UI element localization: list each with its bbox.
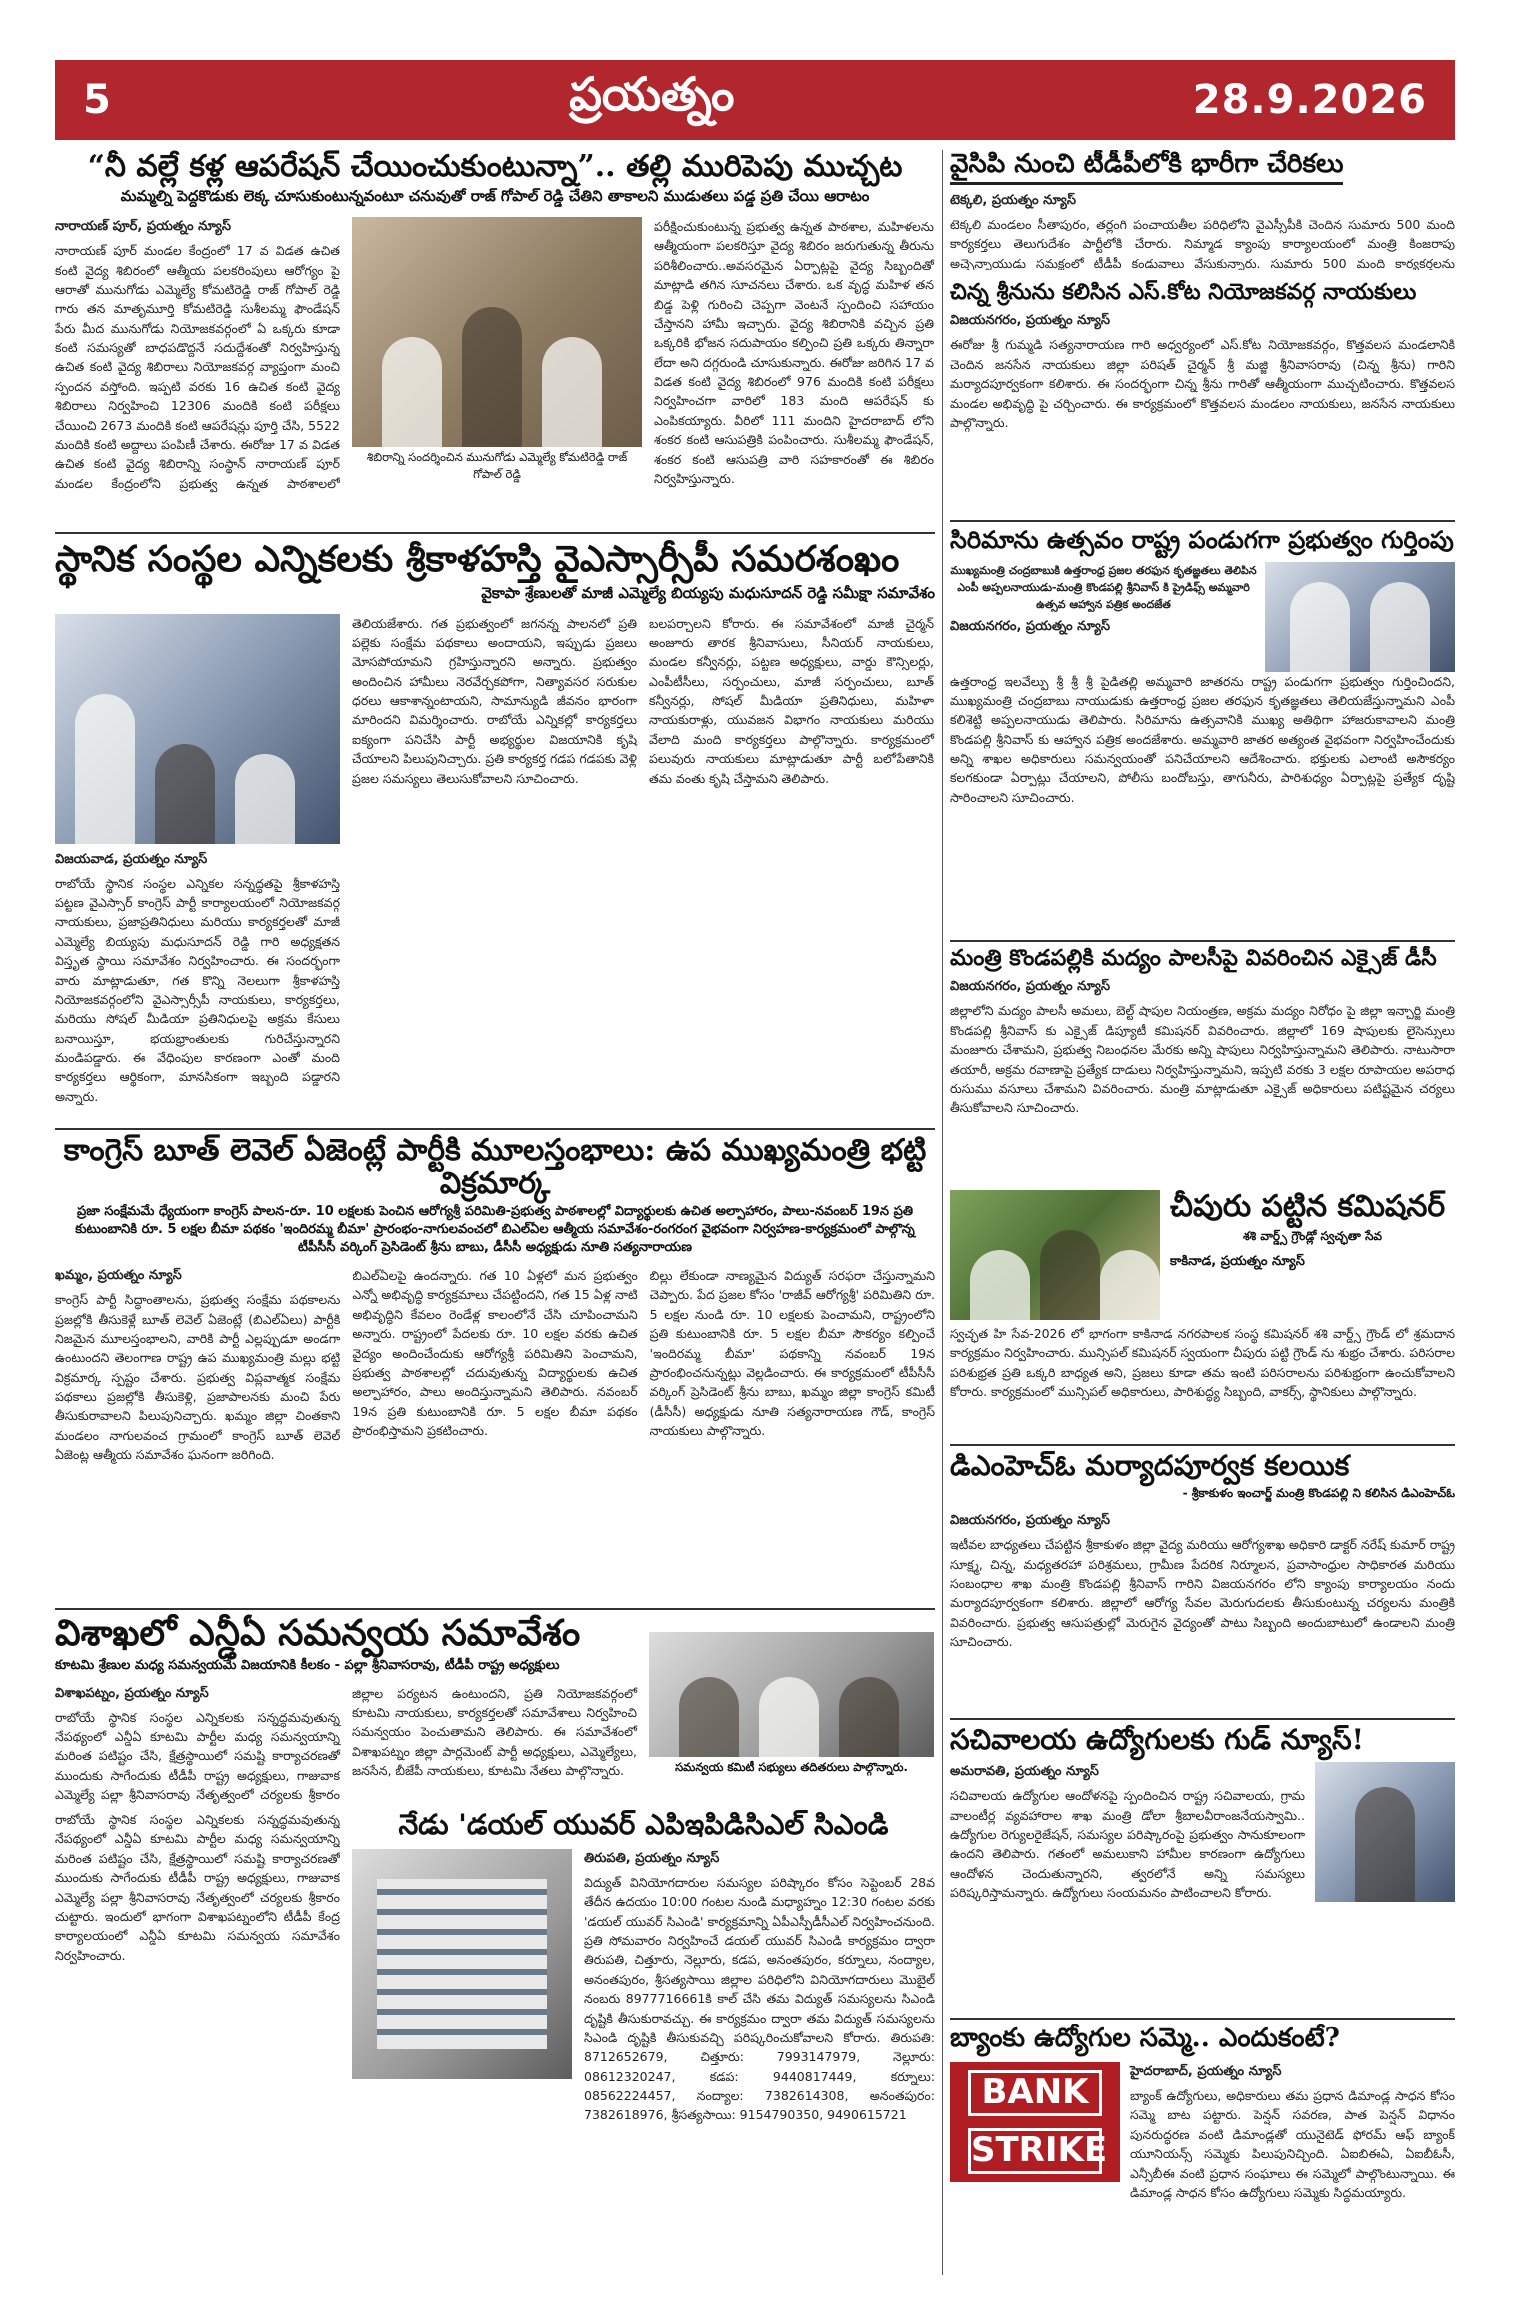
story-subheadline: కూటమి శ్రేణుల మధ్య సమన్వయమే విజయానికి కీలకం - పల్లా శ్రీనివాసరావు, టీడీపీ రాష్ట్ర అధ్యక్షులు xyxy=(55,1657,560,1673)
story-body-continued: తెలియజేశారు. గత ప్రభుత్వంలో జగనన్న పాలనలో ప్రతి పల్లెకు సంక్షేమ పథకాలు అందాయని, ఇప్పుడు ప్రజలు మోసపోయామని గ్రహిస్తున్నారని అన్నారు. ప్రభుత్వం అందించిన హామీలు నెరవేర్చకపోగా, నిత్యావసర సరుకుల ధరలు ఆకాశాన్నంటాయని, సామాన్యుడి జీవనం భారంగా మారిందని విమర్శించారు. రాబోయే ఎన్నికల్లో కార్యకర్తలు ఐక్యంగా పనిచేసి పార్టీ అభ్యర్థుల విజయానికి కృషి చేయాలని పిలుపునిచ్చారు. ప్రతి కార్యకర్త గడప గడపకు వెళ్లి ప్రజల సమస్యలు తెలుసుకోవాలని సూచించారు. xyxy=(352,615,637,786)
divider xyxy=(950,520,1455,522)
story-body: ఇటీవల బాధ్యతలు చేపట్టిన శ్రీకాకుళం జిల్లా వైద్య మరియు ఆరోగ్యశాఖ అధికారి డాక్టర్ నరేష్ కుమార్ రాష్ట్ర సూక్ష్మ, చిన్న, మధ్యతరహా పరిశ్రమలు, గ్రామీణ పేదరిక నిర్మూలన, ప్రవాసాంధ్రుల సాధికారత మరియు సంబంధాల శాఖ మంత్రి కొండపల్లి శ్రీనివాస్ గారిని విజయనగరం లోని క్యాంపు కార్యాలయం నందు మర్యాదపూర్వకంగా కలిశారు. జిల్లాలో ఆరోగ్య సేవల మెరుగుదలకు తీసుకుంటున్న చర్యలను మంత్రికి వివరించారు. ప్రభుత్వ ఆసుపత్రుల్లో మెరుగైన వైద్యంతో పాటు సిబ్బంది అందుబాటులో ఉండాలని మంత్రి సూచించారు. xyxy=(950,1537,1455,1650)
story-body: విద్యుత్ వినియోగదారుల సమస్యల పరిష్కారం కోసం సెప్టెంబర్ 28వ తేదీన ఉదయం 10:00 గంటల నుండి మధ్యాహ్నం 12:30 గంటల వరకు 'డయల్ యువర్ సిఎండి' కార్యక్రమాన్ని ఏపీఎస్పీడీసీఎల్ నిర్వహించనుంది. ప్రతి సోమవారం నిర్వహించే డయల్ యువర్ సిఎండి కార్యక్రమం ద్వారా తిరుపతి, చిత్తూరు, నెల్లూరు, కడప, అనంతపురం, కర్నూలు, నంద్యాల, అనంతపురం, శ్రీసత్యసాయి జిల్లాల పరిధిలోని వినియోగదారులు మొబైల్ నంబరు 8977716661కి కాల్ చేసి తమ విద్యుత్ సమస్యలను సిఎండి దృష్టికి తీసుకురావచ్చు. ఈ కార్యక్రమం ద్వారా తమ విద్యుత్ సమస్యలను సిఎండి దృష్టికి తీసుకువచ్చి పరిష్కరించుకోవాలని కోరారు. తిరుపతి: 8712652679, చిత్తూరు: 7993147979, నెల్లూరు: 08612320247, కడప: 9440817449, కర్నూలు: 08562224457, నంద్యాల: 7382614308, అనంతపురం: 7382618976, శ్రీసత్యసాయి: 9154790350, 9490615721 xyxy=(584,1874,935,2123)
story-headline: “నీ వల్లే కళ్ల ఆపరేషన్ చేయించుకుంటున్నా”.. తల్లి మురిపెపు ముచ్చట xyxy=(87,150,903,184)
nda-meeting-photo xyxy=(649,1632,934,1757)
bank-strike-image xyxy=(950,2062,1120,2182)
story-byline: నారాయణ్ పూర్, ప్రయత్నం న్యూస్ xyxy=(55,219,231,234)
bank-strike-text-2: STRIKE xyxy=(968,2128,1102,2174)
divider xyxy=(950,1718,1455,1720)
story-body: రాబోయే స్థానిక సంస్థల ఎన్నికల సన్నద్ధతపై శ్రీకాళహస్తి పట్టణ వైఎస్సార్ కాంగ్రెస్ పార్టీ కార్యాలయంలో నియోజకవర్గ నాయకులు, ప్రజాప్రతినిధులు మరియు కార్యకర్తలతో మాజీ ఎమ్మెల్యే బియ్యపు మధుసూదన్ రెడ్డి గారి అధ్యక్షతన విస్తృత స్థాయి సమావేశం నిర్వహించారు. ఈ సందర్భంగా వారు మాట్లాడుతూ, గత కొన్ని నెలలుగా శ్రీకాళహస్తి నియోజకవర్గంలోని వైఎస్సార్సీపీ నాయకులు, కార్యకర్తలు, మరియు సోషల్ మీడియా ప్రతినిధులపై అక్రమ కేసులు బనాయిస్తూ, భయభ్రాంతులకు గురిచేస్తున్నారని మండిపడ్డారు. ఈ వేధింపుల కారణంగా ఎంతో మంది కార్యకర్తలు ఆర్థికంగా, మానసికంగా ఇబ్బంది పడ్డారని అన్నారు. xyxy=(55,875,340,1104)
story-subheadline: మమ్మల్ని పెద్దకొడుకు లెక్క చూసుకుంటున్నవంటూ చనువుతో రాజ్ గోపాల్ రెడ్డి చేతిని తాకాలని ముడుతలు పడ్డ ప్రతి చేయి ఆరాటం xyxy=(120,187,870,205)
meeting-photo xyxy=(55,614,340,844)
story-body-end: బిల్లు లేకుండా నాణ్యమైన విద్యుత్ సరఫరా చేస్తున్నామని చెప్పారు. పేద ప్రజల కోసం 'రాజీవ్ ఆరోగ్యశ్రీ' పరిమితిని రూ. 5 లక్షల నుండి రూ. 10 లక్షలకు పెంచామని, రాష్ట్రంలోని ప్రతి కుటుంబానికి రూ. 5 లక్షల బీమా సౌకర్యం కల్పించే 'ఇందిరమ్మ బీమా' పథకాన్ని నవంబర్ 19న ప్రారంభించనున్నట్లు వెల్లడించారు. ఈ కార్యక్రమంలో టీపీసీసీ వర్కింగ్ ప్రెసిడెంట్ శ్రీను బాబు, ఖమ్మం జిల్లా కాంగ్రెస్ కమిటీ (డీసీసీ) అధ్యక్షుడు నూతి సత్యనారాయణ గౌడ్, కాంగ్రెస్ నాయకులు పాల్గొన్నారు. xyxy=(649,1268,935,1438)
story-subheadline: శశి వార్డ్స్ గ్రౌండ్లో స్వచ్ఛతా సేవ xyxy=(1242,1228,1383,1243)
story-bank-strike xyxy=(950,2024,1455,2274)
story-byline: విజయనగరం, ప్రయత్నం న్యూస్ xyxy=(950,618,1111,634)
story-subheadline: - శ్రీకాకుళం ఇంచార్జ్ మంత్రి కొండపల్లి ని కలిసిన డిఎంహెచ్ఓ xyxy=(1182,1486,1455,1501)
story-byline: విజయనగరం, ప్రయత్నం న్యూస్ xyxy=(950,979,1111,995)
story-body-continued: బిఎల్ఏలపై ఉందన్నారు. గత 10 ఏళ్లలో మన ప్రభుత్వం ఎన్నో అభివృద్ధి కార్యక్రమాలు చేపట్టిందని, గత 15 ఏళ్ల నాటి అభివృద్ధిని కేవలం రెండేళ్ల కాలంలోనే చేసి చూపించామని అన్నారు. రాష్ట్రంలో పేదలకు రూ. 10 లక్షల వరకు ఉచిత వైద్యం అందించేందుకు ఆరోగ్యశ్రీ పరిమితిని పెంచామని, ప్రభుత్వ పాఠశాలల్లో చదువుతున్న విద్యార్థులకు ఉచిత అల్పాహారం, పాలు అందిస్తున్నామని తెలిపారు. నవంబర్ 19న ప్రతి కుటుంబానికి రూ. 5 లక్షల బీమా పథకం ప్రారంభిస్తామని ప్రకటించారు. xyxy=(352,1268,638,1438)
divider xyxy=(950,940,1455,942)
story-body-continued: జిల్లాల పర్యటన ఉంటుందని, ప్రతి నియోజకవర్గంలో కూటమి నాయకులు, కార్యకర్తలతో సమావేశాలు నిర్వహించి సమన్వయం పెంచుతామని తెలిపారు. ఈ సమావేశంలో విశాఖపట్నం జిల్లా పార్లమెంట్ పార్టీ అధ్యక్షులు, ఎమ్మెల్యేలు, జనసేన, బీజేపీ నాయకులు, కూటమి నేతలు పాల్గొన్నారు. xyxy=(352,1685,637,1779)
story-headline: వైసిపి నుంచి టీడీపీలోకి భారీగా చేరికలు xyxy=(950,150,1343,185)
story-body: ఈరోజు శ్రీ గుమ్మడి సత్యనారాయణ గారి అధ్వర్యంలో ఎస్.కోట నియోజకవర్గం, కొత్తవలస మండలానికి చెందిన జనసేన నాయకులు జిల్లా పరిషత్ చైర్మన్ శ్రీ మజ్జి శ్రీనివాసరావు (చిన్న శ్రీను) గారిని మర్యాదపూర్వకంగా కలిశారు. ఈ సందర్భంగా చిన్న శ్రీను గారితో ఆత్మీయంగా ముచ్చటించారు. కొత్తవలస మండల అభివృద్ధి పై చర్చించారు. ఈ కార్యక్రమంలో కొత్తవలస మండలం నాయకులు, జనసేన నాయకులు పాల్గొన్నారు. xyxy=(950,337,1455,430)
story-body: బ్యాంక్ ఉద్యోగులు, అధికారులు తమ ప్రధాన డిమాండ్ల సాధన కోసం సమ్మె బాట పట్టారు. పెన్షన్ సవరణ, పాత పెన్షన్ విధానం పునరుద్ధరణ వంటి డిమాండ్లతో యునైటెడ్ ఫోరమ్ ఆఫ్ బ్యాంక్ యూనియన్స్ సమ్మెకు పిలుపునిచ్చింది. ఏఐబిఈఏ, ఏఐబీఓసీ, ఎన్సీబీఈ వంటి ప్రధాన సంఘాలు ఈ సమ్మెలో పాల్గొంటున్నాయి. ఈ డిమాండ్ల సాధన కోసం ఉద్యోగులు సమ్మెకు సిద్ధమయ్యారు. xyxy=(1130,2088,1455,2200)
story-byline: తిరుపతి, ప్రయత్నం న్యూస్ xyxy=(584,1850,720,1866)
story-headline: చీపురు పట్టిన కమిషనర్ xyxy=(1170,1190,1446,1224)
story-subheadline: ప్రజా సంక్షేమమే ధ్యేయంగా కాంగ్రెస్ పాలన-రూ. 10 లక్షలకు పెంచిన ఆరోగ్యశ్రీ పరిమితి-ప్రభుత్వ పాఠశాలల్లో విద్యార్థులకు ఉచిత అల్పాహారం, పాలు-నవంబర్ 19న ప్రతి కుటుంబానికి రూ. 5 లక్షల బీమా పథకం 'ఇందిరమ్మ బీమా' ప్రారంభం-నాగులవంచలో బిఎల్ఏల ఆత్మీయ సమావేశం-రంగరంగ వైభవంగా నిర్వహణ-కార్యక్రమంలో పాల్గొన్న టీపీసీసీ వర్కింగ్ ప్రెసిడెంట్ శ్రీను బాబు, డీసీసీ అధ్యక్షుడు నూతి సత్యనారాయణ xyxy=(75,1204,915,1255)
story-headline: నేడు 'డయల్ యువర్ ఎపిఇపిడిసిఎల్ సిఎండి xyxy=(398,1810,889,1841)
story-dial-your-cmd xyxy=(55,1810,935,2275)
story-subheadline: వైకాపా శ్రేణులతో మాజీ ఎమ్మెల్యే బియ్యపు మధుసూదన్ రెడ్డి సమీక్షా సమావేశం xyxy=(481,583,935,602)
story-body: సచివాలయ ఉద్యోగుల ఆందోళనపై స్పందించిన రాష్ట్ర సచివాలయ, గ్రామ వాలంటీర్ల వ్యవహారాల శాఖ మంత్రి డోలా శ్రీబాలవీరాంజనేయస్వామి.. ఉద్యోగుల రెగ్యులరైజేషన్, సమస్యల పరిష్కారంపై ప్రభుత్వం సానుకూలంగా ఉందని తెలిపారు. గతంలో అమలుకాని హామీల కారణంగా ఉద్యోగులు ఆందోళన చెందుతున్నారని, త్వరలోనే అన్ని సమస్యలు పరిష్కరిస్తామన్నారు. ఉద్యోగులు సంయమనం పాటించాలని కోరారు. xyxy=(950,1788,1305,1901)
story-body: స్వచ్ఛత హి సేవ-2026 లో భాగంగా కాకినాడ నగరపాలక సంస్థ కమిషనర్ శశి వార్డ్స్ గ్రౌండ్ లో శ్రమదాన కార్యక్రమం నిర్వహించారు. మున్సిపల్ కమిషనర్ స్వయంగా చీపురు పట్టి గ్రౌండ్ ను శుభ్రం చేశారు. పరిసరాల పరిశుభ్రత ప్రతి ఒక్కరి బాధ్యత అని, ప్రజలు కూడా తమ ఇంటి పరిసరాలను పరిశుభ్రంగా ఉంచుకోవాలని కోరారు. కార్యక్రమంలో మున్సిపల్ అధికారులు, పారిశుద్ధ్య సిబ్బంది, వాకర్స్, స్థానికులు పాల్గొన్నారు. xyxy=(950,1326,1455,1400)
story-body: ఉత్తరాంధ్ర ఇలవేల్పు శ్రీ శ్రీ శ్రీ పైడితల్లి అమ్మవారి జాతరను రాష్ట్ర పండుగగా ప్రభుత్వం గుర్తించిందని, ముఖ్యమంత్రి చంద్రబాబు నాయుడుకు ఉత్తరాంధ్ర ప్రజల తరఫున కృతజ్ఞతలు తెలియజేస్తున్నామని ఎంపీ కలిశెట్టి అప్పలనాయుడు తెలిపారు. సిరిమాను ఉత్సవానికి ముఖ్య అతిథిగా హాజరుకావాలని మంత్రి కొండపల్లి శ్రీనివాస్ కు ఆహ్వాన పత్రిక అందజేశారు. అమ్మవారి జాతర అత్యంత వైభవంగా నిర్వహించేందుకు అన్ని శాఖల అధికారులు సమన్వయంతో పనిచేయాలని ఆదేశించారు. భక్తులకు ఎలాంటి అసౌకర్యం కలగకుండా ఏర్పాట్లు చేయాలని, పోలీసు బందోబస్తు, తాగునీరు, పారిశుధ్యం ఏర్పాట్లపై ప్రత్యేక దృష్టి సారించాలని సూచించారు. xyxy=(950,673,1455,805)
story-commissioner-broom xyxy=(950,1190,1455,1440)
story-body: రాబోయే స్థానిక సంస్థల ఎన్నికలకు సన్నద్ధమవుతున్న నేపథ్యంలో ఎన్డీఏ కూటమి పార్టీల మధ్య సమన్వయాన్ని మరింత పటిష్టం చేసి, క్షేత్రస్థాయిలో సమష్టి కార్యాచరణతో ముందుకు సాగేందుకు టీడీపీ రాష్ట్ర అధ్యక్షులు, గాజువాక ఎమ్మెల్యే పల్లా శ్రీనివాసరావు నేతృత్వంలో చర్యలకు శ్రీకారం xyxy=(55,1709,340,1803)
story-headline: చిన్న శ్రీనును కలిసిన ఎస్.కోట నియోజకవర్గ నాయకులు xyxy=(950,280,1417,305)
divider xyxy=(55,1608,935,1610)
story-byline: విజయనగరం, ప్రయత్నం న్యూస్ xyxy=(950,1513,1111,1529)
story-byline: ఖమ్మం, ప్రయత్నం న్యూస్ xyxy=(55,1268,182,1283)
story-headline: బ్యాంకు ఉద్యోగుల సమ్మె.. ఎందుకంటే? xyxy=(950,2024,1340,2053)
story-byline: కాకినాడ, ప్రయత్నం న్యూస్ xyxy=(1170,1253,1305,1269)
photo-caption: సమన్వయ కమిటీ సభ్యులు తదితరులు పాల్గొన్నారు. xyxy=(675,1759,908,1774)
story-headline: విశాఖలో ఎన్డీఏ సమన్వయ సమావేశం xyxy=(55,1614,581,1654)
story-body: నారాయణ్ పూర్ మండల కేంద్రంలో 17 వ విడత ఉచిత కంటి వైద్య శిబిరంలో ఆత్మీయ పలకరింపులు ఆరోగ్యం పై ఆరాతో మునుగోడు ఎమ్మెల్యే కోమటిరెడ్డి రాజ్ గోపాల్ రెడ్డి గారు తన మాతృమూర్తి కోమటిరెడ్డి సుశీలమ్మ ఫౌండేషన్ పేరు మీద మునుగోడు నియోజకవర్గంలో ఏ ఒక్కరు కూడా కంటి సమస్యతో బాధపడొద్దనే సదుద్దేశంతో నిర్వహిస్తున్న ఉచిత కంటి వైద్య శిబిరాలు నియోజకవర్గ వ్యాప్తంగా మంచి స్పందన వస్తోంది. ఇప్పటి వరకు 16 ఉచిత కంటి వైద్య శిబిరాలు నిర్వహించి 12306 మందికి కంటి పరీక్షలు చేయించి 2673 మందికి కంటి ఆపరేషన్లు పూర్తి చేసి, 5522 మందికి కంటి అద్దాలు పంపిణీ చేశారు. ఈరోజు 17 వ విడత ఉచిత కంటి వైద్య శిబిరాన్ని సంస్థాన్ నారాయణ్ పూర్ మండల కేంద్రంలోని ప్రభుత్వ ఉన్నత పాఠశాలలో xyxy=(55,243,340,491)
story-headline: డిఎంహెచ్ఓ మర్యాదపూర్వక కలయిక xyxy=(950,1450,1350,1482)
divider xyxy=(950,2018,1455,2020)
story-dmho-meeting xyxy=(950,1450,1455,1715)
story-headline: సచివాలయ ఉద్యోగులకు గుడ్ న్యూస్! xyxy=(950,1724,1364,1756)
story-byline: హైదరాబాద్, ప్రయత్నం న్యూస్ xyxy=(1130,2063,1282,2079)
story-eye-camp xyxy=(55,150,935,525)
story-secretariat-staff xyxy=(950,1724,1455,2014)
photo-caption: శిబిరాన్ని సందర్శించిన మునుగోడు ఎమ్మెల్యే కోమటిరెడ్డి రాజ్ గోపాల్ రెడ్డి xyxy=(366,450,628,481)
story-headline: సిరిమాను ఉత్సవం రాష్ట్ర పండుగగా ప్రభుత్వం గుర్తింపు xyxy=(950,526,1454,554)
bank-strike-text-1: BANK xyxy=(968,2070,1102,2116)
sirimanu-photo xyxy=(1265,562,1455,672)
story-byline: విజయవాడ, ప్రయత్నం న్యూస్ xyxy=(55,851,208,867)
issue-date: 28.9.2026 xyxy=(1192,77,1427,123)
story-body: టెక్కలి మండలం సీతాపురం, తర్లంగి పంచాయతీల పరిధిలోని వైఎస్సీపీకి చెందిన సుమారు 500 మంది కార్యకర్తలు తెలుగుదేశం పార్టీలోకి చేరారు. నిమ్మాడ క్యాంపు కార్యాలయంలో మంత్రి కింజరాపు అచ్చెన్నాయుడు సమక్షంలో టీడీపీ కండువాలు వేసుకున్నారు. సుమారు 500 మంది కార్యకర్తలను xyxy=(950,217,1455,270)
masthead xyxy=(55,60,1455,140)
page-number: 5 xyxy=(83,77,111,123)
newspaper-brand: ప్రయత్నం xyxy=(569,67,735,121)
nda-story-overflow: రాబోయే స్థానిక సంస్థల ఎన్నికలకు సన్నద్ధమవుతున్న నేపథ్యంలో ఎన్డీఏ కూటమి పార్టీల మధ్య సమన్వయాన్ని మరింత పటిష్టం చేసి, క్షేత్రస్థాయిలో సమష్టి కార్యాచరణతో ముందుకు సాగేందుకు టీడీపీ రాష్ట్ర అధ్యక్షులు, గాజువాక ఎమ్మెల్యే పల్లా శ్రీనివాసరావు నేతృత్వంలో చర్యలకు శ్రీకారం చుట్టారు. ఇందులో భాగంగా విశాఖపట్నంలోని టీడీపీ కేంద్ర కార్యాలయంలో ఎన్డీఏ కూటమి సమన్వయ సమావేశం నిర్వహించారు. xyxy=(55,1812,340,1963)
divider xyxy=(950,1444,1455,1446)
story-china-srinu xyxy=(950,280,1455,510)
story-excise-dc xyxy=(950,946,1455,1186)
story-byline: విశాఖపట్నం, ప్రయత్నం న్యూస్ xyxy=(55,1685,209,1701)
story-byline: టెక్కలి, ప్రయత్నం న్యూస్ xyxy=(950,192,1077,208)
divider xyxy=(55,532,935,534)
story-local-body-elections xyxy=(55,540,935,1120)
story-body-continued: పరీక్షించుకుంటున్న ప్రభుత్వ ఉన్నత పాఠశాల, మహిళలను ఆత్మీయంగా పలకరిస్తూ వైద్య శిబిరం జరుగుతున్న తీరును పరిశీలించారు..అవసరమైన ఏర్పాట్లపై వైద్య సిబ్బందితో మాట్లాడి తగిన సూచనలు చేశారు. ఒక వృద్ధ మహిళ తన బిడ్డ పెళ్లి గురించి చెప్పగా వెంటనే స్పందించి సహాయం చేస్తానని హామీ ఇచ్చారు. వైద్య శిబిరానికి వచ్చిన ప్రతి ఒక్కరికి భోజన సదుపాయం కల్పించి ప్రతి ఒక్కరు తిన్నారా లేదా అని దగ్గరుండి చూసుకున్నారు. ఈరోజు జరిగిన 17 వ విడత కంటి వైద్య శిబిరంలో 976 మందికి కంటి పరీక్షలు నిర్వహించగా వారిలో 183 మంది ఆపరేషన్ కు ఎంపికయ్యారు. వీరిలో 111 మందిని హైదరాబాద్ లోని శంకర కంటి ఆసుపత్రికి పంపించారు. సుశీలమ్మ ఫౌండేషన్, శంకర కంటి ఆసుపత్రి వారి సహకారంతో ఈ శిబిరం నిర్వహిస్తున్నారు. xyxy=(654,219,934,486)
story-body: జిల్లాలోని మద్యం పాలసీ అమలు, బెల్ట్ షాపుల నియంత్రణ, అక్రమ మద్యం నిరోధం పై జిల్లా ఇన్చార్జి మంత్రి కొండపల్లి శ్రీనివాస్ కు ఎక్సైజ్ డిప్యూటీ కమిషనర్ వివరించారు. జిల్లాలో 169 షాపులకు లైసెన్సులు మంజూరు చేశామని, ప్రభుత్వ నిబంధనల మేరకు అన్ని షాపులు నిర్వహిస్తున్నామని తెలిపారు. నాటుసారా తయారీ, అక్రమ రవాణాపై ప్రత్యేక దాడులు నిర్వహిస్తున్నామని, ఇప్పటి వరకు 3 లక్షల రూపాయల అపరాధ రుసుము వసూలు చేశామని వివరించారు. మంత్రి మాట్లాడుతూ ఎక్సైజ్ అధికారులు పటిష్టమైన చర్యలు తీసుకోవాలని సూచించారు. xyxy=(950,1003,1455,1116)
story-body-end: బలపర్చాలని కోరారు. ఈ సమావేశంలో మాజీ చైర్మన్ అంజూరు తారక శ్రీనివాసులు, సీనియర్ నాయకులు, మండల కన్వీనర్లు, పట్టణ అధ్యక్షులు, వార్డు కౌన్సిలర్లు, ఎంపీటీసీలు, సర్పంచులు, మాజీ సర్పంచులు, బూత్ కన్వీనర్లు, సోషల్ మీడియా ప్రతినిధులు, మహిళా నాయకురాళ్లు, యువజన విభాగం నాయకులు మరియు వేలాది మంది కార్యకర్తలు పాల్గొన్నారు. కార్యక్రమంలో పలువురు నాయకులు మాట్లాడుతూ పార్టీ బలోపేతానికి తమ వంతు కృషి చేస్తామని తెలిపారు. xyxy=(649,615,934,786)
divider xyxy=(55,1128,935,1130)
story-headline: స్థానిక సంస్థల ఎన్నికలకు శ్రీకాళహస్తి వైఎస్సార్సీపీ సమరశంఖం xyxy=(55,540,900,580)
cleanliness-drive-photo xyxy=(950,1190,1160,1320)
office-building-photo xyxy=(352,1849,572,2079)
story-byline: అమరావతి, ప్రయత్నం న్యూస్ xyxy=(950,1764,1099,1780)
story-body: కాంగ్రెస్ పార్టీ సిద్ధాంతాలను, ప్రభుత్వ సంక్షేమ పథకాలను ప్రజల్లోకి తీసుకెళ్లే బూత్ లెవెల్ ఏజెంట్లే (బిఎల్ఏలు) పార్టీకి నిజమైన మూలస్తంభాలని, వారికి పార్టీ ఎల్లప్పుడూ అండగా ఉంటుందని తెలంగాణ రాష్ట్ర ఉప ముఖ్యమంత్రి మల్లు భట్టి విక్రమార్క స్పష్టం చేశారు. ప్రభుత్వ విప్లవాత్మక సంక్షేమ పథకాలు ప్రజల్లోకి తీసుకెళ్లి, ప్రజాపాలనకు మంచి పేరు తీసుకురావాలని పిలుపునిచ్చారు. ఖమ్మం జిల్లా చింతకాని మండలం నాగులవంచ గ్రామంలో కాంగ్రెస్ బూత్ లెవెల్ ఏజెంట్ల ఆత్మీయ సమావేశం ఘనంగా జరిగింది. xyxy=(55,1292,341,1463)
story-byline: విజయనగరం, ప్రయత్నం న్యూస్ xyxy=(950,313,1111,329)
story-headline: మంత్రి కొండపల్లికి మద్యం పాలసీపై వివరించిన ఎక్సైజ్ డీసీ xyxy=(950,946,1437,971)
column-divider xyxy=(942,150,943,2275)
story-headline: కాంగ్రెస్ బూత్ లెవెల్ ఏజెంట్లే పార్టీకి మూలస్తంభాలు: ఉప ముఖ్యమంత్రి భట్టి విక్రమార్క xyxy=(63,1134,927,1201)
story-congress-blas xyxy=(55,1134,935,1602)
story-ysrcp-joinings xyxy=(950,150,1455,270)
photo-caption: ముఖ్యమంత్రి చంద్రబాబుకి ఉత్తరాంధ్ర ప్రజల తరఫున కృతజ్ఞతలు తెలిపిన ఎంపీ అప్పలనాయుడు-మంత్రి కొండపల్లి శ్రీనివాస్ కి ప్రైడిఫ్స్ అమ్మవారి ఉత్సవ ఆహ్వాన పత్రిక అందజేత xyxy=(950,563,1257,611)
eye-camp-photo xyxy=(352,217,642,447)
minister-portrait-photo xyxy=(1315,1762,1455,1902)
story-sirimanu-festival xyxy=(950,526,1455,936)
story-nda-meeting xyxy=(55,1614,935,1804)
